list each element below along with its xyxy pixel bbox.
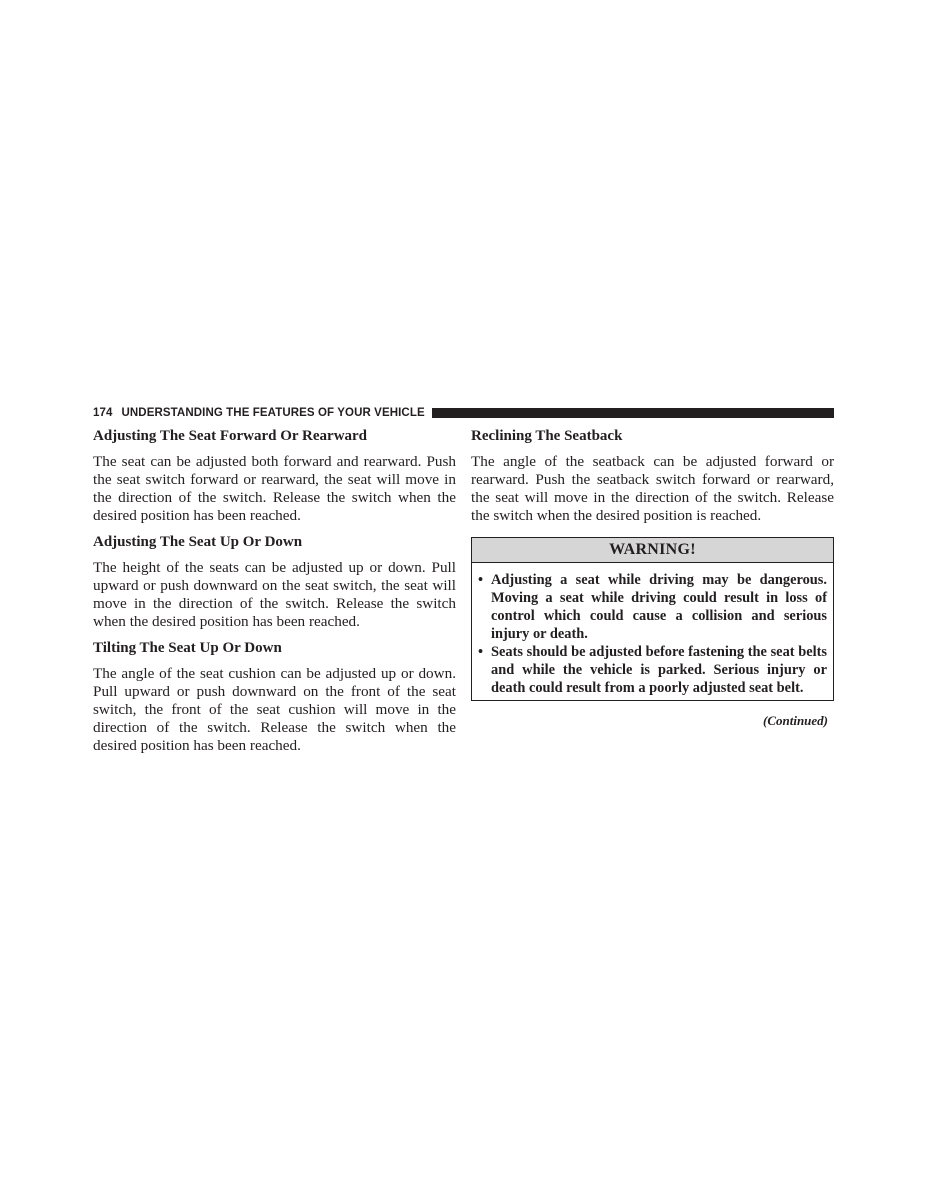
warning-item	[478, 571, 827, 643]
page-header	[93, 405, 834, 421]
section-seat-forward-rearward	[93, 427, 456, 525]
section-heading: Reclining The Seatback	[471, 428, 623, 444]
warning-title: WARNING!	[472, 538, 833, 563]
section-body: The angle of the seat cushion can be adjusted up or down. Pull upward or push downward on the front of the seat switch, the front of the seat cushion will move in the direction of the switch. Release the switch when the desired position has been reached.	[93, 665, 456, 754]
right-column	[471, 427, 834, 729]
section-tilt-seat	[93, 639, 456, 755]
left-column	[93, 427, 456, 763]
header-rule	[432, 408, 834, 418]
section-heading: Adjusting The Seat Up Or Down	[93, 534, 303, 550]
warning-item	[478, 643, 827, 697]
section-body: The angle of the seatback can be adjusted forward or rearward. Push the seatback switch forward or rearward, the seat will move in the direction of the switch. Release the switch when the desired position is reached.	[471, 453, 834, 524]
section-body: The height of the seats can be adjusted up or down. Pull upward or push downward on the seat switch, the seat will move in the direction of the switch. Release the switch when the desired position has been reached.	[93, 559, 456, 630]
bullet-icon: •	[478, 644, 484, 660]
section-reclining-seatback	[471, 427, 834, 525]
warning-box	[471, 537, 834, 701]
warning-item-text: Seats should be adjusted before fastening the seat belts and while the vehicle is parked. Serious injury or death could result from a poorly adjusted seat belt.	[491, 644, 827, 696]
page-number: 174	[93, 407, 113, 419]
section-seat-up-down	[93, 533, 456, 631]
section-heading: Tilting The Seat Up Or Down	[93, 640, 282, 656]
warning-item-text: Adjusting a seat while driving may be dangerous. Moving a seat while driving could result in loss of control which could cause a collision and serious injury or death.	[491, 572, 827, 642]
section-heading: Adjusting The Seat Forward Or Rearward	[93, 428, 368, 444]
section-title: UNDERSTANDING THE FEATURES OF YOUR VEHICLE	[121, 407, 425, 419]
section-body: The seat can be adjusted both forward and rearward. Push the seat switch forward or rearward, the seat will move in the direction of the switch. Release the switch when the desired position has been reached.	[93, 453, 456, 524]
continued-note: (Continued)	[762, 713, 828, 728]
warning-list	[472, 563, 833, 700]
bullet-icon: •	[478, 572, 484, 588]
